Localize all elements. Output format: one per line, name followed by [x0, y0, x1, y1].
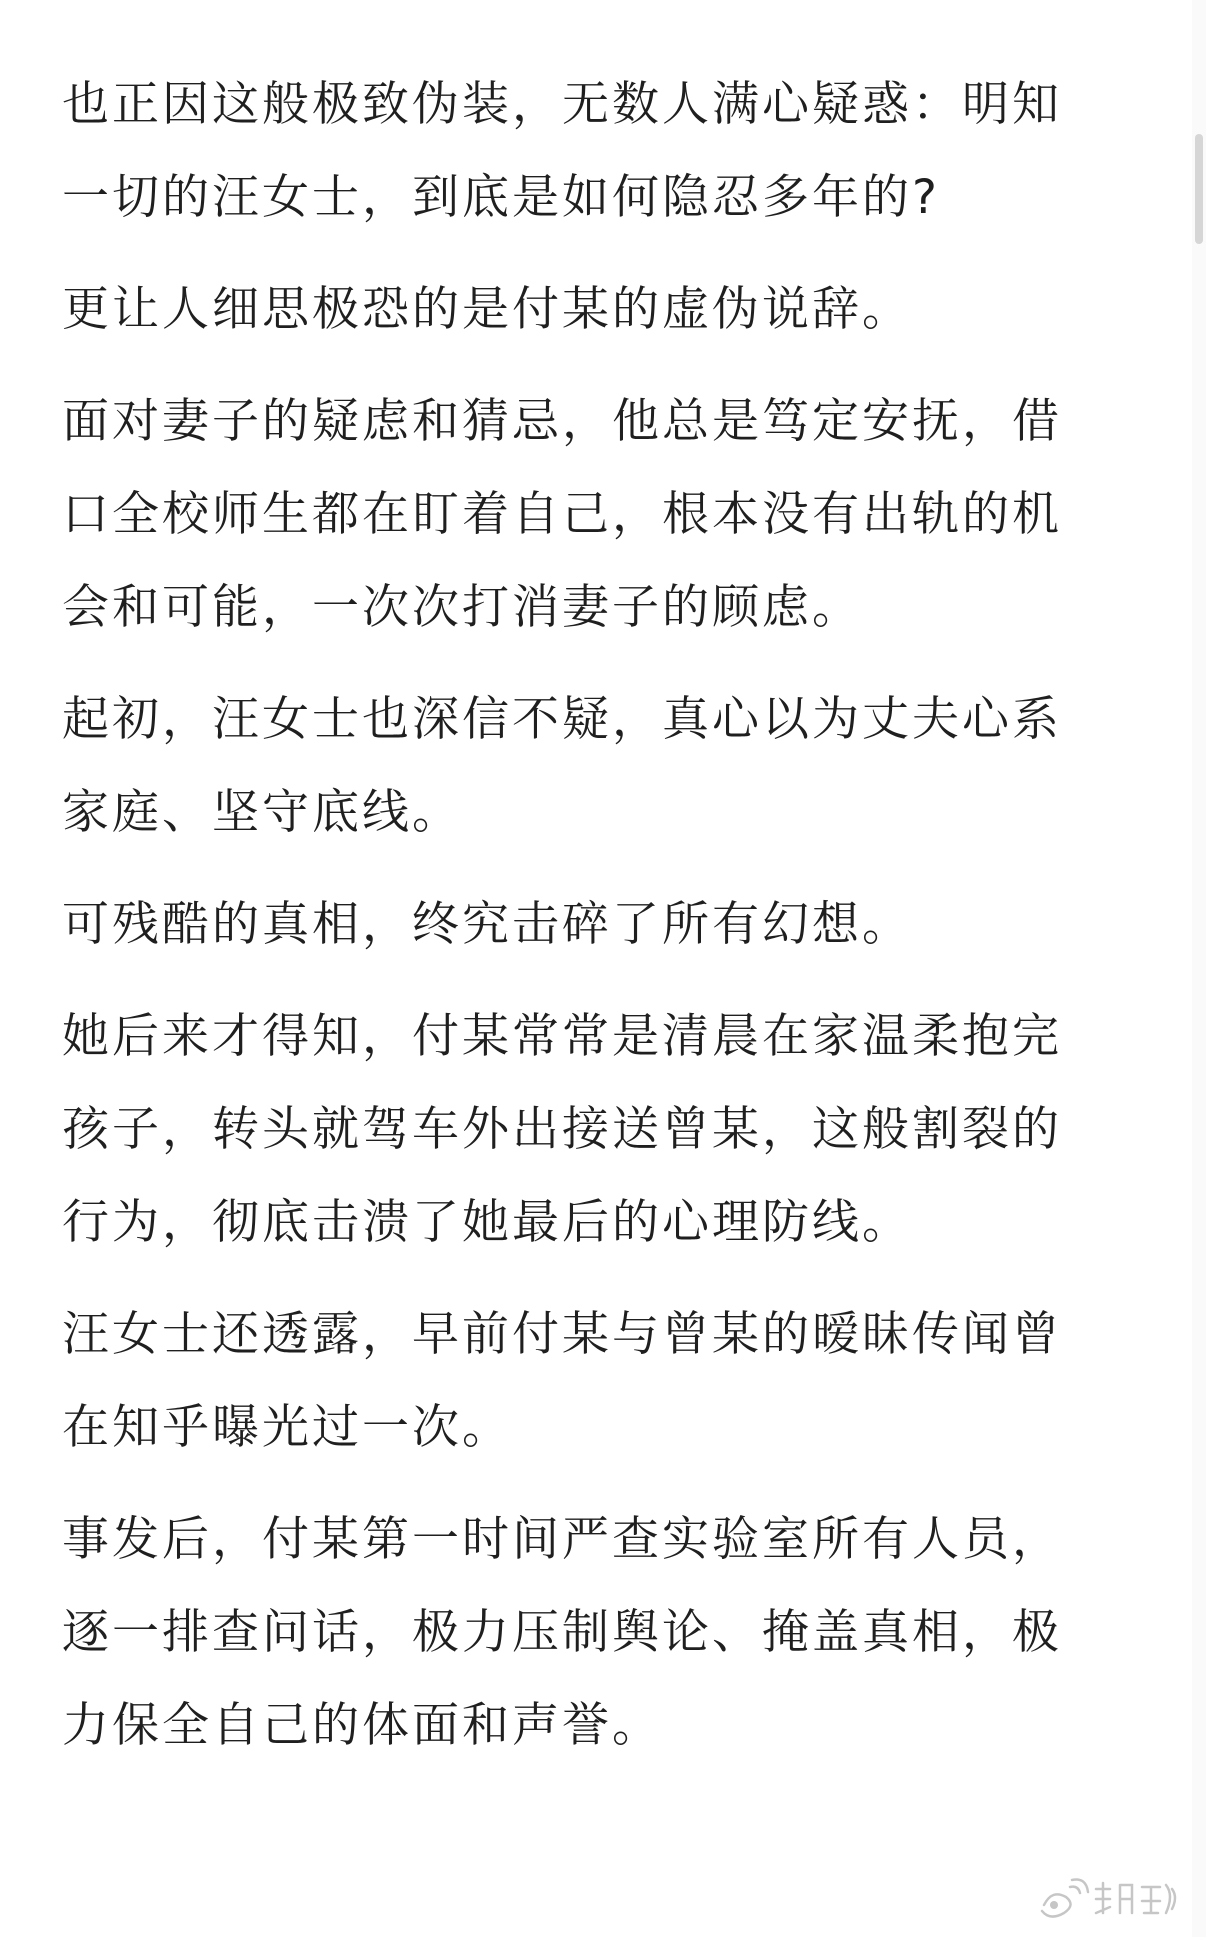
text-line: 家庭、坚守底线。: [62, 785, 462, 840]
text-line: 起初，汪女士也深信不疑，真心以为丈夫心系: [62, 692, 1062, 747]
text-line: 孩子，转头就驾车外出接送曾某，这般割裂的: [62, 1102, 1062, 1157]
paragraph-8: [62, 1493, 1152, 1772]
paragraph-4: [62, 673, 1152, 859]
text-line: 她后来才得知，付某常常是清晨在家温柔抱完: [62, 1009, 1062, 1064]
text-line: 行为，彻底击溃了她最后的心理防线。: [62, 1195, 912, 1250]
vertical-scrollbar[interactable]: [1192, 0, 1206, 1937]
text-line: 更让人细思极恐的是付某的虚伪说辞。: [62, 282, 912, 337]
text-line: 事发后，付某第一时间严查实验室所有人员，: [62, 1512, 1062, 1567]
text-line: 面对妻子的疑虑和猜忌，他总是笃定安抚，借: [62, 394, 1062, 449]
weibo-logo-watermark-icon: [1034, 1875, 1184, 1927]
paragraph-6: [62, 990, 1152, 1269]
text-line: 口全校师生都在盯着自己，根本没有出轨的机: [62, 487, 1062, 542]
text-line: 汪女士还透露，早前付某与曾某的暧昧传闻曾: [62, 1307, 1062, 1362]
text-line: 可残酷的真相，终究击碎了所有幻想。: [62, 897, 912, 952]
paragraph-1: [62, 58, 1152, 244]
text-line: 会和可能，一次次打消妻子的顾虑。: [62, 580, 862, 635]
scrollbar-thumb[interactable]: [1195, 134, 1203, 244]
article-body: [62, 58, 1152, 1791]
paragraph-5: [62, 878, 1152, 971]
paragraph-2: [62, 263, 1152, 356]
text-line: 一切的汪女士，到底是如何隐忍多年的?: [62, 170, 940, 225]
paragraph-3: [62, 375, 1152, 654]
paragraph-7: [62, 1288, 1152, 1474]
text-line: 在知乎曝光过一次。: [62, 1400, 512, 1455]
text-line: 也正因这般极致伪装，无数人满心疑惑：明知: [62, 77, 1062, 132]
text-line: 力保全自己的体面和声誉。: [62, 1698, 662, 1753]
text-line: 逐一排查问话，极力压制舆论、掩盖真相，极: [62, 1605, 1062, 1660]
